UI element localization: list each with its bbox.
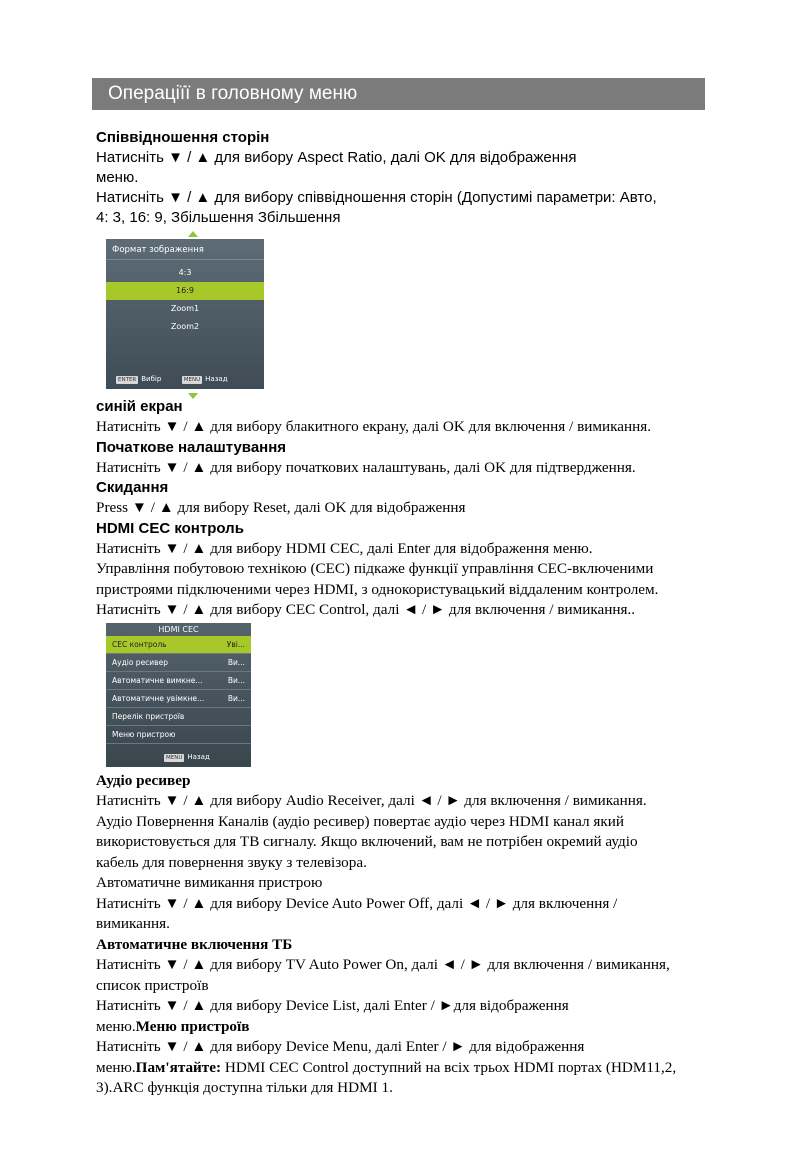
menu-row-device-list[interactable]: Перелік пристроїв xyxy=(106,708,251,726)
aspect-line-1: Натисніть ▼ / ▲ для вибору Aspect Ratio, далі OK для відображення xyxy=(96,149,577,166)
aspect-line-2: меню. xyxy=(96,169,139,186)
tv-auto-line-1: Натисніть ▼ / ▲ для вибору TV Auto Power On, далі ◄ / ► для включення / вимикання, xyxy=(96,956,670,973)
document-body xyxy=(96,128,716,1099)
menu-row-device-menu[interactable]: Меню пристрою xyxy=(106,726,251,744)
audio-line-4: кабель для повернення звуку з телевізора. xyxy=(96,853,367,871)
menu-title: Формат зображення xyxy=(106,239,264,260)
menu-item-4-3[interactable]: 4:3 xyxy=(178,268,192,277)
aspect-line-3: Натисніть ▼ / ▲ для вибору співвідношення сторін (Допустимі параметри: Авто, xyxy=(96,189,657,206)
menu-row-cec-control[interactable]: CEC контроль Увi... xyxy=(106,636,251,654)
hdmi-cec-menu xyxy=(106,623,251,767)
menu-footer xyxy=(116,375,228,384)
audio-line-5: Автоматичне вимикання пристрою xyxy=(96,874,323,891)
menu-item-16-9[interactable]: 16:9 xyxy=(106,282,264,300)
picture-format-menu-screenshot xyxy=(106,232,276,397)
hdmi-cec-line-4: Натисніть ▼ / ▲ для вибору CEC Control, далі ◄ / ► для включення / вимикання.. xyxy=(96,601,636,618)
menu-title: HDMI CEC xyxy=(158,624,199,634)
tv-auto-line-3: Натисніть ▼ / ▲ для вибору Device List, далі Enter / ►для відображення xyxy=(96,997,569,1014)
menu-key-icon: MENU xyxy=(183,377,201,383)
initial-setup-heading: Початкове налаштування xyxy=(96,438,287,456)
audio-line-1: Натисніть ▼ / ▲ для вибору Audio Receiver, далі ◄ / ► для включення / вимикання. xyxy=(96,792,647,809)
initial-setup-line: Натисніть ▼ / ▲ для вибору початкових налаштувань, далі OK для підтвердження. xyxy=(96,458,636,476)
aspect-heading: Співвідношення сторін xyxy=(96,129,270,146)
enter-key-icon: ENTER xyxy=(118,377,137,383)
audio-line-2: Аудіо Повернення Каналів (аудіо ресивер) повертає аудіо через HDMI канал який xyxy=(96,812,624,830)
note-label: Пам'ятайте: xyxy=(135,1058,222,1076)
menu-item-zoom1[interactable]: Zoom1 xyxy=(170,304,200,313)
aspect-line-4: 4: 3, 16: 9, Збільшення Збільшення xyxy=(96,209,341,226)
picture-format-menu xyxy=(106,239,264,389)
menu-row-audio-receiver[interactable]: Аудіо ресивер Ви... xyxy=(106,654,251,672)
reset-line: Press ▼ / ▲ для вибору Reset, далі OK для відображення xyxy=(96,499,466,516)
tv-auto-line-4: меню.Меню пристроїв xyxy=(96,1017,250,1035)
reset-heading: Скидання xyxy=(96,479,169,496)
tv-auto-line-6: меню.Пам'ятайте: HDMI CEC Control доступний на всіх трьох HDMI портах (HDM11,2, xyxy=(96,1058,677,1076)
hdmi-cec-line-3: пристроями підключеними через HDMI, з однокористувацький віддаленим контролем. xyxy=(96,580,659,598)
menu-row-auto-power-off[interactable]: Автоматичне вимкне... Ви... xyxy=(106,672,251,690)
audio-line-7: вимикання. xyxy=(96,915,170,932)
tv-auto-line-5: Натисніть ▼ / ▲ для вибору Device Menu, далі Enter / ► для відображення xyxy=(96,1038,585,1055)
menu-key-icon: MENU xyxy=(166,754,183,761)
hdmi-cec-heading: HDMI CEC контроль xyxy=(96,519,244,537)
down-arrow-icon xyxy=(188,393,198,399)
menu-footer xyxy=(164,753,210,762)
blue-screen-line: Натисніть ▼ / ▲ для вибору блакитного екрану, далі OK для включення / вимикання. xyxy=(96,418,652,435)
back-label: Назад xyxy=(187,752,210,761)
blue-screen-heading: синій екран xyxy=(96,398,183,415)
audio-line-6: Натисніть ▼ / ▲ для вибору Device Auto Power Off, далі ◄ / ► для включення / xyxy=(96,894,618,912)
device-menu-heading: Меню пристроїв xyxy=(135,1017,250,1035)
hdmi-cec-line-2: Управління побутовою технікою (CEC) підкаже функції управління CEC-включеними xyxy=(96,560,654,577)
back-label: Назад xyxy=(205,375,228,383)
audio-line-3: використовується для ТВ сигналу. Якщо включений, вам не потрібен окремий аудіо xyxy=(96,833,638,850)
audio-receiver-heading: Аудіо ресивер xyxy=(96,771,191,789)
select-label: Вибір xyxy=(141,375,162,383)
hdmi-cec-line-1: Натисніть ▼ / ▲ для вибору HDMI CEC, далі Enter для відображення меню. xyxy=(96,539,593,557)
tv-auto-line-7: 3).ARC функція доступна тільки для HDMI 1. xyxy=(96,1079,393,1096)
menu-item-zoom2[interactable]: Zoom2 xyxy=(170,322,200,331)
tv-auto-line-2: список пристроїв xyxy=(96,976,209,994)
up-arrow-icon xyxy=(188,231,198,237)
tv-auto-heading: Автоматичне включення ТБ xyxy=(96,935,293,953)
menu-row-auto-power-on[interactable]: Автоматичне увімкне... Ви... xyxy=(106,690,251,708)
section-banner: Операціїї в головному меню xyxy=(92,78,705,110)
